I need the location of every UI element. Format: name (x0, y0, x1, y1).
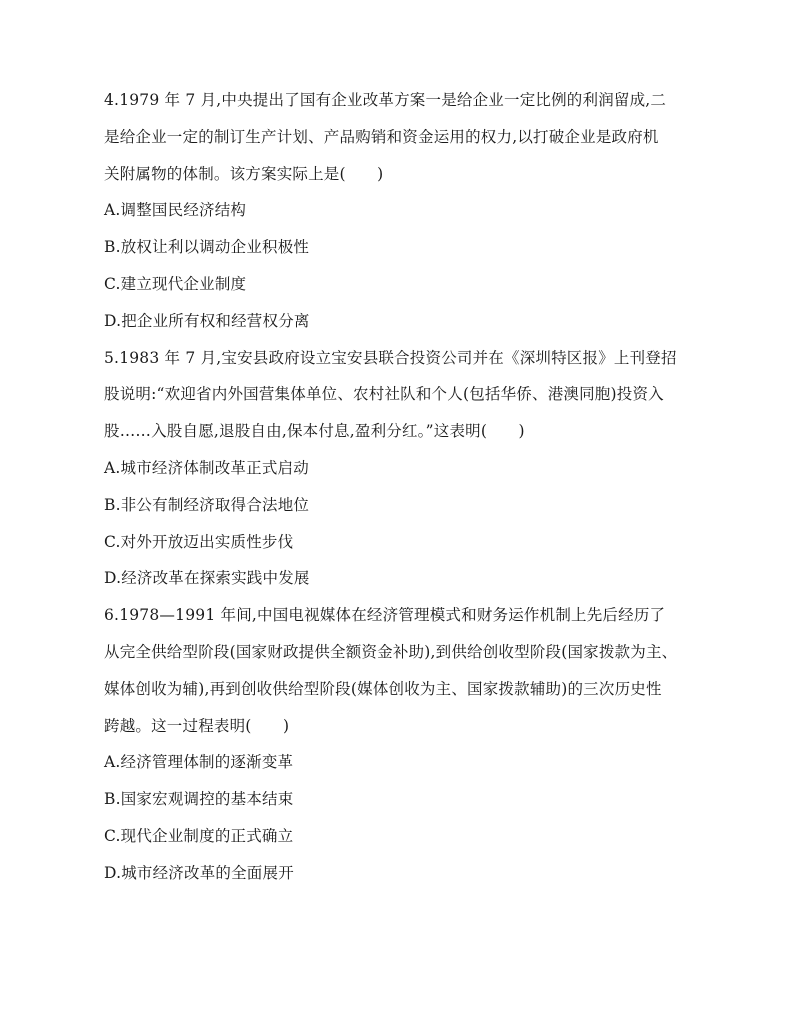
question-6-option-a: A.经济管理体制的逐渐变革 (104, 753, 294, 772)
question-5 (104, 346, 704, 591)
question-6-stem-line-3: 媒体创收为辅),再到创收供给型阶段(媒体创收为主、国家拨款辅助)的三次历史性 (104, 679, 662, 698)
question-4-stem-line-1: 4.1979 年 7 月,中央提出了国有企业改革方案一是给企业一定比例的利润留成,二 (104, 91, 667, 109)
question-4-stem-line-3: 关附属物的体制。该方案实际上是( ) (104, 164, 384, 183)
question-5-stem-line-3: 股……入股自愿,退股自由,保本付息,盈利分红。”这表明( ) (104, 422, 525, 441)
question-5-stem-line-2: 股说明:“欢迎省内外国营集体单位、农村社队和个人(包括华侨、港澳同胞)投资入 (104, 385, 664, 404)
question-6-option-c: C.现代企业制度的正式确立 (104, 826, 294, 845)
question-4-option-c: C.建立现代企业制度 (104, 274, 247, 293)
question-4-option-d: D.把企业所有权和经营权分离 (104, 311, 310, 330)
document-page (104, 88, 704, 898)
question-5-option-c: C.对外开放迈出实质性步伐 (104, 532, 294, 551)
question-6-stem-line-2: 从完全供给型阶段(国家财政提供全额资金补助),到供给创收型阶段(国家拨款为主、 (104, 642, 678, 661)
question-5-option-d: D.经济改革在探索实践中发展 (104, 569, 310, 588)
question-6-option-d: D.城市经济改革的全面展开 (104, 863, 294, 882)
question-5-option-b: B.非公有制经济取得合法地位 (104, 495, 310, 514)
question-6-stem-line-4: 跨越。这一过程表明( ) (104, 716, 290, 735)
question-5-option-a: A.城市经济体制改革正式启动 (104, 458, 309, 477)
question-6-stem-line-1: 6.1978—1991 年间,中国电视媒体在经济管理模式和财务运作机制上先后经历了 (104, 606, 666, 625)
question-4 (104, 88, 704, 333)
question-4-option-b: B.放权让利以调动企业积极性 (104, 238, 310, 257)
question-4-option-a: A.调整国民经济结构 (104, 201, 247, 220)
question-6-option-b: B.国家宏观调控的基本结束 (104, 790, 294, 809)
question-4-stem-line-2: 是给企业一定的制订生产计划、产品购销和资金运用的权力,以打破企业是政府机 (104, 127, 659, 146)
question-6 (104, 603, 704, 885)
question-5-stem-line-1: 5.1983 年 7 月,宝安县政府设立宝安县联合投资公司并在《深圳特区报》上刊登招 (104, 348, 677, 367)
